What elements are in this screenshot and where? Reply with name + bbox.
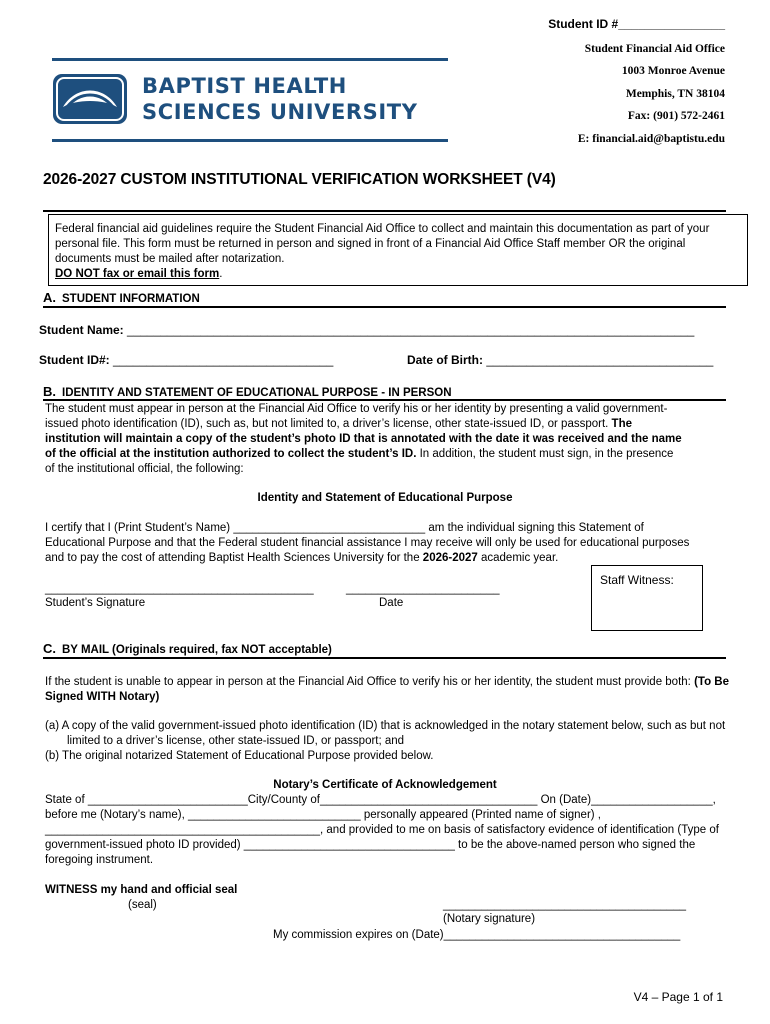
section-a-divider — [43, 306, 726, 308]
signature-date-label: Date — [379, 597, 404, 609]
logo-line2: SCIENCES UNIVERSITY — [142, 100, 418, 124]
witness-heading: WITNESS my hand and official seal — [45, 884, 238, 896]
student-id-top-field[interactable]: Student ID #________________ — [548, 17, 725, 31]
certify-paragraph: I certify that I (Print Student’s Name) ______________________________ am the individual signing this Statement of Educational Purpose and that the Federal student financial assistance I may receive will only be used for educational purposes and to pay the cost of attending Baptist Health Sciences University for the 2026-2027 academic year. — [45, 522, 690, 564]
student-id-field[interactable]: _________________________________ — [113, 353, 334, 367]
section-c-paragraph: If the student is unable to appear in person at the Financial Aid Office to verify his or her identity, the student must provide both: (To Be Signed WITH Notary) — [45, 676, 729, 703]
office-fax: Fax: (901) 572-2461 — [627, 110, 725, 122]
notary-heading: Notary’s Certificate of Acknowledgement — [273, 779, 497, 791]
logo-line1: BAPTIST HEALTH — [142, 74, 347, 98]
requirement-item-b: (b) The original notarized Statement of Educational Purpose provided below. — [45, 750, 434, 762]
section-b-heading: B. IDENTITY AND STATEMENT OF EDUCATIONAL PURPOSE - IN PERSON — [43, 384, 452, 399]
requirement-item-a: (a) A copy of the valid government-issued photo identification (ID) that is acknowledged in the notary statement below, such as but not limited to a driver’s license, other state-issued ID, or passport; and — [45, 720, 726, 747]
university-logo — [52, 58, 452, 144]
statement-subheading: Identity and Statement of Educational Purpose — [257, 492, 513, 504]
page-title: 2026-2027 CUSTOM INSTITUTIONAL VERIFICATION WORKSHEET (V4) — [43, 171, 556, 188]
student-signature-label: Student’s Signature — [45, 597, 146, 609]
dob-field[interactable]: __________________________________ — [486, 353, 714, 367]
office-name: Student Financial Aid Office — [584, 43, 725, 55]
seal-label: (seal) — [128, 899, 157, 911]
notary-certificate-text[interactable]: State of _________________________City/County of__________________________________ On (Date)___________________, before me (Notary’s name), ___________________________ personally appeared (Printed name of signer) , ___________________________________________, and provided to me on basis of satisfactory evidence of identification (Type of government-issued photo ID provided) _________________________________ to be the above-named person who signed the foregoing instrument. — [45, 794, 719, 866]
notice-box — [48, 214, 748, 286]
section-b-paragraph: The student must appear in person at the Financial Aid Office to verify his or her identity by presenting a valid government-issued photo identification (ID), such as, but not limited to, a driver’s license, other state-issued ID, or passport. The institution will maintain a copy of the student’s photo ID that is annotated with the date it was received and the name of the official at the institution authorized to collect the student’s ID. In addition, the student must sign, in the presence of the institutional official, the following: — [45, 403, 682, 475]
office-email[interactable]: E: financial.aid@baptistu.edu — [577, 133, 725, 145]
student-id-row: Student ID#: _________________________________ — [39, 353, 334, 367]
notice-emphasis: DO NOT fax or email this form — [55, 268, 220, 280]
section-c-heading: C. BY MAIL (Originals required, fax NOT acceptable) — [43, 641, 332, 656]
notice-text: Federal financial aid guidelines require the Student Financial Aid Office to collect and maintain this documentation as part of your personal file. This form must be returned in person and signed in front of a Financial Aid Office Staff member OR the original documents must be mailed after notarization. — [55, 223, 710, 265]
notary-signature-field[interactable]: ______________________________________ — [443, 899, 687, 911]
logo-emblem-icon — [52, 73, 128, 125]
dob-row: Date of Birth: __________________________________ — [407, 353, 714, 367]
commission-expires-field[interactable]: My commission expires on (Date)_____________________________________ — [273, 929, 681, 941]
student-name-field[interactable]: _____________________________________________________________________________________ — [127, 323, 695, 337]
office-address: 1003 Monroe Avenue — [621, 65, 725, 77]
page-number: V4 – Page 1 of 1 — [633, 990, 723, 1004]
staff-witness-label: Staff Witness: — [600, 573, 674, 587]
section-a-heading: A. STUDENT INFORMATION — [43, 290, 200, 305]
signature-date-field[interactable]: ________________________ — [346, 583, 500, 595]
section-b-divider — [43, 399, 726, 401]
section-c-divider — [43, 657, 726, 659]
student-name-row: Student Name: _____________________________________________________________________________________ — [39, 323, 695, 337]
notary-signature-label: (Notary signature) — [443, 913, 536, 925]
office-city: Memphis, TN 38104 — [625, 88, 725, 100]
staff-witness-box[interactable] — [591, 565, 703, 631]
student-signature-field[interactable]: __________________________________________ — [45, 583, 314, 595]
notice-end: . — [219, 268, 223, 280]
title-divider — [43, 210, 726, 212]
